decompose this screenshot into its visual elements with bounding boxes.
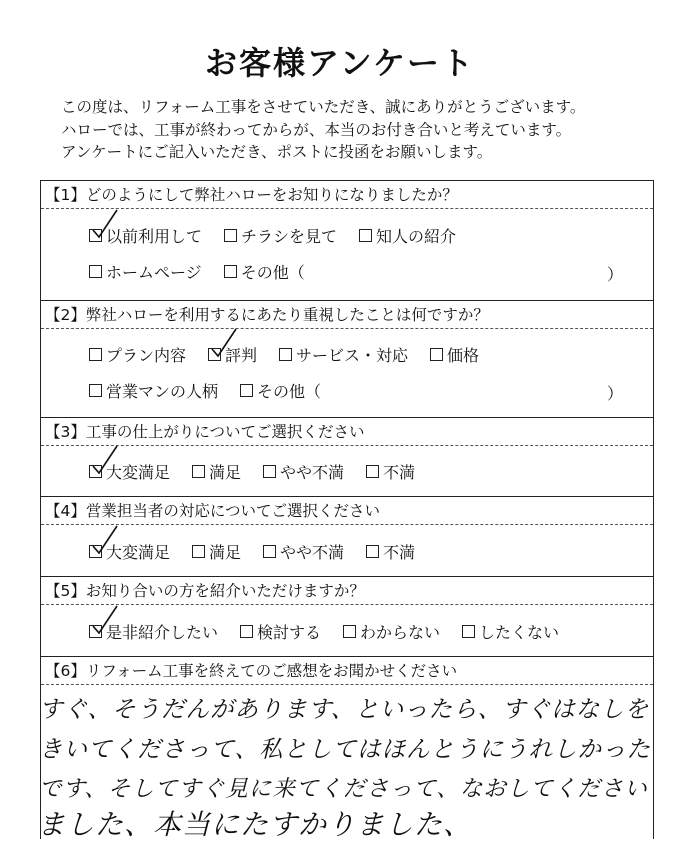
options-row [89,379,343,402]
option-definitely-refer[interactable] [89,620,218,643]
checkbox[interactable] [366,465,379,478]
option-plan[interactable] [89,343,186,366]
option-price[interactable] [430,343,479,366]
option-label: わからない [360,623,441,642]
option-label: 不満 [383,463,416,482]
option-label: 満足 [209,543,242,562]
paren-close: ） [607,265,624,284]
option-label: 知人の紹介 [376,227,457,246]
option-label: やや不満 [280,543,345,562]
option-label: チラシを見て [241,227,338,246]
checkbox[interactable] [89,348,102,361]
option-somewhat-dissatisfied[interactable] [263,460,344,483]
question-3-label: 【3】工事の仕上がりについてご選択ください [41,418,653,446]
option-label: サービス・対応 [296,346,409,365]
checkbox[interactable] [430,348,443,361]
checkbox[interactable] [89,465,102,478]
options-row [89,343,501,366]
question-2-section [41,300,653,417]
option-label: 不満 [383,543,416,562]
checkbox[interactable] [224,265,237,278]
intro-line: ハローでは、工事が終わってからが、本当のお付き合いと考えています。 [61,120,572,139]
checkbox[interactable] [89,229,102,242]
options-row [89,540,437,563]
option-very-satisfied[interactable] [89,540,170,563]
checkbox[interactable] [366,545,379,558]
question-4-label: 【4】営業担当者の対応についてご選択ください [41,497,653,525]
checkbox[interactable] [89,625,102,638]
checkbox[interactable] [208,348,221,361]
option-service[interactable] [279,343,408,366]
option-satisfied[interactable] [192,540,241,563]
question-6-section [37,656,653,841]
options-row [89,224,478,247]
page-title: お客様アンケート [204,44,476,82]
option-label: ホームページ [106,263,202,282]
option-label: その他（ [240,263,305,282]
option-label: 是非紹介したい [106,623,219,642]
option-label: 満足 [209,463,242,482]
option-label: したくない [479,623,560,642]
question-6-label: 【6】リフォーム工事を終えてのご感想をお聞かせください [41,657,653,685]
checkbox[interactable] [263,465,276,478]
intro-line: アンケートにご記入いただき、ポストに投函をお願いします。 [61,143,493,161]
intro-line: この度は、リフォーム工事をさせていただき、誠にありがとうございます。 [61,98,586,116]
question-4-section [41,496,653,576]
option-label: 価格 [447,346,480,365]
handwritten-answer-line: きいてくださって、私としてはほんとうにうれしかった [39,735,652,763]
checkbox[interactable] [240,625,253,638]
options-row [89,620,581,643]
handwritten-answer-line: です、そしてすぐ見に来てくださって、なおしてください [39,776,648,802]
option-label: やや不満 [280,463,345,482]
question-5-section [41,576,653,656]
options-row [89,460,437,483]
checkbox[interactable] [89,265,102,278]
checkbox[interactable] [224,229,237,242]
option-label: 営業マンの人柄 [106,382,219,401]
survey-form [37,180,654,841]
option-salesperson[interactable] [89,379,218,402]
option-other[interactable] [240,379,321,402]
handwritten-answer-line: すぐ、そうだんがあります、といったら、すぐはなしを [39,695,650,723]
checkbox[interactable] [192,465,205,478]
checkbox[interactable] [279,348,292,361]
checkbox[interactable] [462,625,475,638]
option-consider[interactable] [240,620,321,643]
checkbox[interactable] [263,545,276,558]
option-label: 検討する [257,623,322,642]
option-somewhat-dissatisfied[interactable] [263,540,344,563]
option-flyer[interactable] [224,224,337,247]
question-3-section [41,417,653,496]
handwritten-answer-line: ました、本当にたすかりました、 [37,808,473,841]
option-label: その他（ [257,382,322,401]
option-dissatisfied[interactable] [366,460,415,483]
checkbox[interactable] [240,384,253,397]
option-reputation[interactable] [208,343,257,366]
option-other[interactable] [224,260,305,283]
option-label: 以前利用して [106,227,203,246]
checkbox[interactable] [359,229,372,242]
option-referral[interactable] [359,224,456,247]
question-1-section [41,181,653,300]
option-label: プラン内容 [106,346,187,365]
question-5-label: 【5】お知り合いの方を紹介いただけますか？ [41,577,653,605]
question-1-label: 【1】どのようにして弊社ハローをお知りになりましたか？ [41,181,653,209]
checkbox[interactable] [89,545,102,558]
option-very-satisfied[interactable] [89,460,170,483]
options-row [89,260,327,283]
intro-text [61,96,585,164]
option-label: 大変満足 [106,463,171,482]
option-satisfied[interactable] [192,460,241,483]
option-label: 評判 [225,346,258,365]
question-2-label: 【2】弊社ハローを利用するにあたり重視したことは何ですか？ [41,301,653,329]
paren-close: ） [607,384,624,403]
checkbox[interactable] [192,545,205,558]
option-previous-use[interactable] [89,224,202,247]
checkbox[interactable] [343,625,356,638]
option-do-not-want[interactable] [462,620,559,643]
option-dissatisfied[interactable] [366,540,415,563]
option-not-sure[interactable] [343,620,440,643]
option-label: 大変満足 [106,543,171,562]
checkbox[interactable] [89,384,102,397]
option-homepage[interactable] [89,260,202,283]
